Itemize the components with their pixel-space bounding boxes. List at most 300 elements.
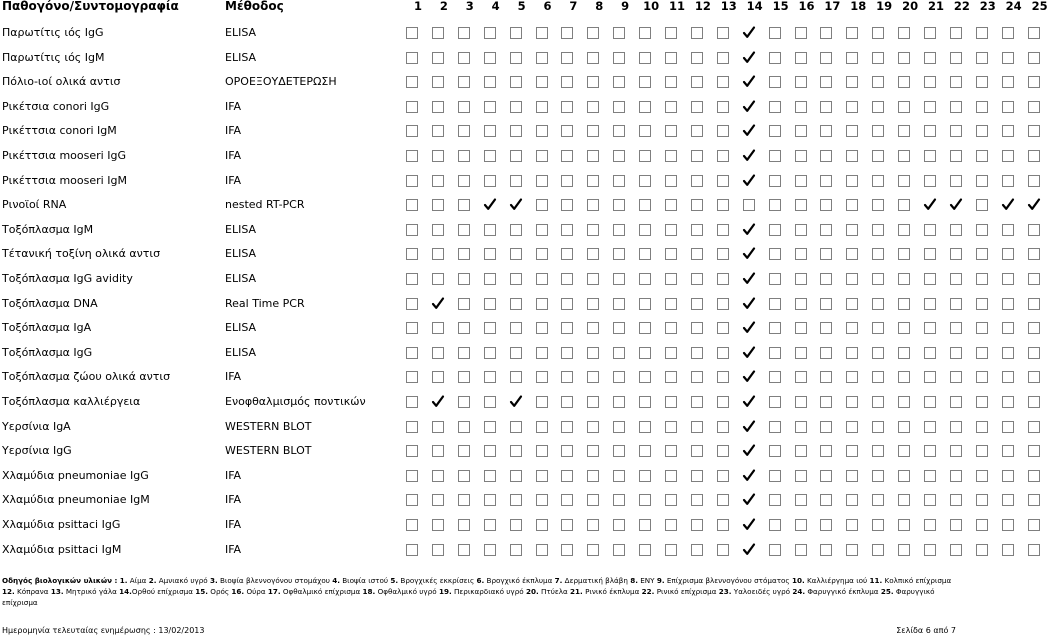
checkbox-5[interactable] [510, 322, 522, 334]
checkbox-8[interactable] [587, 273, 599, 285]
checkbox-19[interactable] [872, 150, 884, 162]
checkbox-7[interactable] [561, 519, 573, 531]
checkbox-2[interactable] [432, 371, 444, 383]
checkbox-6[interactable] [536, 396, 548, 408]
checkbox-4[interactable] [484, 27, 496, 39]
checkbox-9[interactable] [613, 519, 625, 531]
checkbox-8[interactable] [587, 421, 599, 433]
checkbox-16[interactable] [795, 347, 807, 359]
checkbox-2[interactable] [432, 76, 444, 88]
checkbox-20[interactable] [898, 322, 910, 334]
checkbox-19[interactable] [872, 371, 884, 383]
checkbox-23[interactable] [976, 298, 988, 310]
checkbox-16[interactable] [795, 470, 807, 482]
checkbox-10[interactable] [639, 322, 651, 334]
checkbox-6[interactable] [536, 371, 548, 383]
checked-checkbox-22[interactable] [950, 199, 962, 211]
checkbox-11[interactable] [665, 544, 677, 556]
checkbox-15[interactable] [769, 27, 781, 39]
checkbox-24[interactable] [1002, 519, 1014, 531]
checkbox-15[interactable] [769, 248, 781, 260]
checkbox-19[interactable] [872, 27, 884, 39]
checkbox-8[interactable] [587, 150, 599, 162]
checkbox-16[interactable] [795, 101, 807, 113]
checkbox-18[interactable] [846, 273, 858, 285]
checkbox-9[interactable] [613, 347, 625, 359]
checkbox-8[interactable] [587, 199, 599, 211]
checkbox-5[interactable] [510, 248, 522, 260]
checkbox-23[interactable] [976, 150, 988, 162]
checkbox-23[interactable] [976, 347, 988, 359]
checkbox-21[interactable] [924, 52, 936, 64]
checkbox-24[interactable] [1002, 175, 1014, 187]
checkbox-7[interactable] [561, 224, 573, 236]
checkbox-10[interactable] [639, 470, 651, 482]
checkbox-23[interactable] [976, 371, 988, 383]
checkbox-21[interactable] [924, 76, 936, 88]
checkbox-19[interactable] [872, 347, 884, 359]
checkbox-6[interactable] [536, 199, 548, 211]
checkbox-20[interactable] [898, 544, 910, 556]
checkbox-25[interactable] [1028, 421, 1040, 433]
checkbox-20[interactable] [898, 494, 910, 506]
checkbox-11[interactable] [665, 52, 677, 64]
checkbox-4[interactable] [484, 396, 496, 408]
checkbox-21[interactable] [924, 150, 936, 162]
checkbox-3[interactable] [458, 421, 470, 433]
checkbox-8[interactable] [587, 175, 599, 187]
checkbox-2[interactable] [432, 224, 444, 236]
checkbox-22[interactable] [950, 298, 962, 310]
checkbox-4[interactable] [484, 101, 496, 113]
checkbox-18[interactable] [846, 396, 858, 408]
checkbox-1[interactable] [406, 470, 418, 482]
checkbox-25[interactable] [1028, 273, 1040, 285]
checkbox-20[interactable] [898, 125, 910, 137]
checkbox-19[interactable] [872, 199, 884, 211]
checkbox-11[interactable] [665, 273, 677, 285]
checkbox-10[interactable] [639, 298, 651, 310]
checkbox-16[interactable] [795, 519, 807, 531]
checkbox-18[interactable] [846, 322, 858, 334]
checkbox-8[interactable] [587, 494, 599, 506]
checked-checkbox-14[interactable] [743, 298, 755, 310]
checked-checkbox-2[interactable] [432, 396, 444, 408]
checkbox-22[interactable] [950, 248, 962, 260]
checkbox-13[interactable] [717, 101, 729, 113]
checkbox-22[interactable] [950, 371, 962, 383]
checkbox-25[interactable] [1028, 248, 1040, 260]
checkbox-17[interactable] [820, 494, 832, 506]
checkbox-7[interactable] [561, 125, 573, 137]
checkbox-9[interactable] [613, 273, 625, 285]
checkbox-22[interactable] [950, 175, 962, 187]
checkbox-16[interactable] [795, 27, 807, 39]
checkbox-13[interactable] [717, 371, 729, 383]
checked-checkbox-14[interactable] [743, 445, 755, 457]
checkbox-25[interactable] [1028, 445, 1040, 457]
checked-checkbox-14[interactable] [743, 544, 755, 556]
checked-checkbox-14[interactable] [743, 76, 755, 88]
checkbox-24[interactable] [1002, 421, 1014, 433]
checkbox-17[interactable] [820, 101, 832, 113]
checkbox-12[interactable] [691, 519, 703, 531]
checkbox-19[interactable] [872, 248, 884, 260]
checkbox-16[interactable] [795, 248, 807, 260]
checkbox-9[interactable] [613, 101, 625, 113]
checkbox-1[interactable] [406, 175, 418, 187]
checkbox-13[interactable] [717, 544, 729, 556]
checkbox-18[interactable] [846, 544, 858, 556]
checkbox-19[interactable] [872, 396, 884, 408]
checked-checkbox-25[interactable] [1028, 199, 1040, 211]
checkbox-5[interactable] [510, 445, 522, 457]
checkbox-2[interactable] [432, 175, 444, 187]
checkbox-4[interactable] [484, 347, 496, 359]
checkbox-1[interactable] [406, 519, 418, 531]
checkbox-18[interactable] [846, 421, 858, 433]
checkbox-11[interactable] [665, 27, 677, 39]
checkbox-25[interactable] [1028, 150, 1040, 162]
checkbox-23[interactable] [976, 544, 988, 556]
checkbox-7[interactable] [561, 175, 573, 187]
checkbox-5[interactable] [510, 273, 522, 285]
checkbox-5[interactable] [510, 52, 522, 64]
checkbox-7[interactable] [561, 347, 573, 359]
checkbox-11[interactable] [665, 76, 677, 88]
checkbox-17[interactable] [820, 544, 832, 556]
checkbox-19[interactable] [872, 224, 884, 236]
checkbox-22[interactable] [950, 224, 962, 236]
checkbox-13[interactable] [717, 125, 729, 137]
checkbox-10[interactable] [639, 199, 651, 211]
checkbox-13[interactable] [717, 322, 729, 334]
checkbox-5[interactable] [510, 470, 522, 482]
checkbox-21[interactable] [924, 175, 936, 187]
checkbox-3[interactable] [458, 298, 470, 310]
checkbox-2[interactable] [432, 101, 444, 113]
checkbox-8[interactable] [587, 470, 599, 482]
checkbox-5[interactable] [510, 298, 522, 310]
checked-checkbox-14[interactable] [743, 347, 755, 359]
checkbox-17[interactable] [820, 248, 832, 260]
checkbox-13[interactable] [717, 347, 729, 359]
checkbox-7[interactable] [561, 273, 573, 285]
checkbox-15[interactable] [769, 199, 781, 211]
checkbox-18[interactable] [846, 347, 858, 359]
checkbox-13[interactable] [717, 519, 729, 531]
checkbox-21[interactable] [924, 101, 936, 113]
checkbox-19[interactable] [872, 322, 884, 334]
checkbox-21[interactable] [924, 298, 936, 310]
checkbox-3[interactable] [458, 470, 470, 482]
checkbox-13[interactable] [717, 273, 729, 285]
checkbox-6[interactable] [536, 76, 548, 88]
checkbox-18[interactable] [846, 199, 858, 211]
checkbox-24[interactable] [1002, 347, 1014, 359]
checkbox-24[interactable] [1002, 371, 1014, 383]
checkbox-6[interactable] [536, 150, 548, 162]
checkbox-23[interactable] [976, 199, 988, 211]
checkbox-8[interactable] [587, 76, 599, 88]
checkbox-22[interactable] [950, 445, 962, 457]
checkbox-23[interactable] [976, 421, 988, 433]
checkbox-25[interactable] [1028, 519, 1040, 531]
checkbox-16[interactable] [795, 150, 807, 162]
checkbox-10[interactable] [639, 76, 651, 88]
checkbox-3[interactable] [458, 199, 470, 211]
checkbox-24[interactable] [1002, 224, 1014, 236]
checkbox-24[interactable] [1002, 248, 1014, 260]
checkbox-15[interactable] [769, 52, 781, 64]
checkbox-12[interactable] [691, 224, 703, 236]
checkbox-19[interactable] [872, 470, 884, 482]
checkbox-19[interactable] [872, 175, 884, 187]
checkbox-21[interactable] [924, 494, 936, 506]
checkbox-10[interactable] [639, 101, 651, 113]
checked-checkbox-5[interactable] [510, 199, 522, 211]
checkbox-19[interactable] [872, 494, 884, 506]
checkbox-17[interactable] [820, 273, 832, 285]
checkbox-20[interactable] [898, 371, 910, 383]
checked-checkbox-14[interactable] [743, 519, 755, 531]
checkbox-12[interactable] [691, 150, 703, 162]
checkbox-23[interactable] [976, 519, 988, 531]
checkbox-3[interactable] [458, 445, 470, 457]
checkbox-5[interactable] [510, 76, 522, 88]
checkbox-10[interactable] [639, 125, 651, 137]
checkbox-8[interactable] [587, 347, 599, 359]
checkbox-9[interactable] [613, 52, 625, 64]
checkbox-22[interactable] [950, 421, 962, 433]
checked-checkbox-24[interactable] [1002, 199, 1014, 211]
checkbox-7[interactable] [561, 76, 573, 88]
checkbox-7[interactable] [561, 101, 573, 113]
checkbox-3[interactable] [458, 322, 470, 334]
checkbox-21[interactable] [924, 470, 936, 482]
checkbox-9[interactable] [613, 76, 625, 88]
checkbox-1[interactable] [406, 76, 418, 88]
checkbox-12[interactable] [691, 421, 703, 433]
checkbox-8[interactable] [587, 248, 599, 260]
checkbox-21[interactable] [924, 224, 936, 236]
checkbox-16[interactable] [795, 125, 807, 137]
checkbox-17[interactable] [820, 150, 832, 162]
checkbox-7[interactable] [561, 27, 573, 39]
checkbox-12[interactable] [691, 494, 703, 506]
checkbox-11[interactable] [665, 322, 677, 334]
checkbox-11[interactable] [665, 396, 677, 408]
checkbox-6[interactable] [536, 445, 548, 457]
checkbox-2[interactable] [432, 519, 444, 531]
checkbox-24[interactable] [1002, 494, 1014, 506]
checkbox-23[interactable] [976, 125, 988, 137]
checkbox-16[interactable] [795, 445, 807, 457]
checkbox-17[interactable] [820, 322, 832, 334]
checkbox-19[interactable] [872, 298, 884, 310]
checked-checkbox-14[interactable] [743, 248, 755, 260]
checkbox-5[interactable] [510, 544, 522, 556]
checkbox-14[interactable] [743, 199, 755, 211]
checkbox-2[interactable] [432, 445, 444, 457]
checkbox-5[interactable] [510, 175, 522, 187]
checkbox-13[interactable] [717, 52, 729, 64]
checkbox-1[interactable] [406, 248, 418, 260]
checkbox-22[interactable] [950, 76, 962, 88]
checkbox-1[interactable] [406, 224, 418, 236]
checked-checkbox-2[interactable] [432, 298, 444, 310]
checkbox-3[interactable] [458, 494, 470, 506]
checked-checkbox-14[interactable] [743, 371, 755, 383]
checkbox-4[interactable] [484, 248, 496, 260]
checked-checkbox-14[interactable] [743, 52, 755, 64]
checkbox-18[interactable] [846, 101, 858, 113]
checkbox-23[interactable] [976, 470, 988, 482]
checkbox-10[interactable] [639, 150, 651, 162]
checkbox-23[interactable] [976, 322, 988, 334]
checkbox-16[interactable] [795, 421, 807, 433]
checkbox-3[interactable] [458, 248, 470, 260]
checkbox-10[interactable] [639, 52, 651, 64]
checkbox-23[interactable] [976, 273, 988, 285]
checkbox-3[interactable] [458, 125, 470, 137]
checkbox-9[interactable] [613, 175, 625, 187]
checked-checkbox-14[interactable] [743, 396, 755, 408]
checked-checkbox-21[interactable] [924, 199, 936, 211]
checkbox-1[interactable] [406, 421, 418, 433]
checkbox-9[interactable] [613, 544, 625, 556]
checkbox-19[interactable] [872, 421, 884, 433]
checkbox-20[interactable] [898, 52, 910, 64]
checkbox-2[interactable] [432, 421, 444, 433]
checkbox-12[interactable] [691, 544, 703, 556]
checkbox-25[interactable] [1028, 347, 1040, 359]
checkbox-5[interactable] [510, 27, 522, 39]
checkbox-24[interactable] [1002, 150, 1014, 162]
checkbox-13[interactable] [717, 470, 729, 482]
checkbox-1[interactable] [406, 298, 418, 310]
checkbox-10[interactable] [639, 396, 651, 408]
checkbox-10[interactable] [639, 421, 651, 433]
checkbox-5[interactable] [510, 125, 522, 137]
checkbox-3[interactable] [458, 76, 470, 88]
checkbox-22[interactable] [950, 519, 962, 531]
checkbox-1[interactable] [406, 371, 418, 383]
checkbox-25[interactable] [1028, 125, 1040, 137]
checkbox-8[interactable] [587, 371, 599, 383]
checkbox-6[interactable] [536, 298, 548, 310]
checkbox-9[interactable] [613, 494, 625, 506]
checkbox-6[interactable] [536, 421, 548, 433]
checkbox-22[interactable] [950, 52, 962, 64]
checkbox-11[interactable] [665, 125, 677, 137]
checkbox-23[interactable] [976, 175, 988, 187]
checkbox-7[interactable] [561, 199, 573, 211]
checkbox-7[interactable] [561, 322, 573, 334]
checkbox-18[interactable] [846, 150, 858, 162]
checkbox-9[interactable] [613, 224, 625, 236]
checkbox-7[interactable] [561, 470, 573, 482]
checkbox-24[interactable] [1002, 396, 1014, 408]
checkbox-17[interactable] [820, 52, 832, 64]
checkbox-25[interactable] [1028, 76, 1040, 88]
checkbox-24[interactable] [1002, 273, 1014, 285]
checkbox-11[interactable] [665, 175, 677, 187]
checkbox-5[interactable] [510, 519, 522, 531]
checkbox-3[interactable] [458, 175, 470, 187]
checkbox-20[interactable] [898, 224, 910, 236]
checkbox-18[interactable] [846, 494, 858, 506]
checkbox-9[interactable] [613, 445, 625, 457]
checkbox-15[interactable] [769, 445, 781, 457]
checkbox-25[interactable] [1028, 224, 1040, 236]
checkbox-8[interactable] [587, 101, 599, 113]
checkbox-5[interactable] [510, 371, 522, 383]
checkbox-6[interactable] [536, 175, 548, 187]
checkbox-12[interactable] [691, 27, 703, 39]
checkbox-3[interactable] [458, 371, 470, 383]
checkbox-23[interactable] [976, 396, 988, 408]
checkbox-10[interactable] [639, 371, 651, 383]
checkbox-18[interactable] [846, 224, 858, 236]
checkbox-20[interactable] [898, 396, 910, 408]
checkbox-15[interactable] [769, 175, 781, 187]
checkbox-8[interactable] [587, 27, 599, 39]
checkbox-9[interactable] [613, 125, 625, 137]
checkbox-3[interactable] [458, 544, 470, 556]
checkbox-17[interactable] [820, 347, 832, 359]
checkbox-13[interactable] [717, 421, 729, 433]
checkbox-2[interactable] [432, 150, 444, 162]
checkbox-15[interactable] [769, 76, 781, 88]
checkbox-1[interactable] [406, 101, 418, 113]
checkbox-15[interactable] [769, 396, 781, 408]
checkbox-22[interactable] [950, 494, 962, 506]
checkbox-16[interactable] [795, 298, 807, 310]
checkbox-18[interactable] [846, 298, 858, 310]
checkbox-7[interactable] [561, 494, 573, 506]
checkbox-2[interactable] [432, 494, 444, 506]
checkbox-18[interactable] [846, 470, 858, 482]
checkbox-12[interactable] [691, 470, 703, 482]
checkbox-4[interactable] [484, 76, 496, 88]
checkbox-3[interactable] [458, 347, 470, 359]
checkbox-4[interactable] [484, 470, 496, 482]
checkbox-20[interactable] [898, 445, 910, 457]
checked-checkbox-14[interactable] [743, 421, 755, 433]
checked-checkbox-14[interactable] [743, 224, 755, 236]
checkbox-4[interactable] [484, 322, 496, 334]
checkbox-6[interactable] [536, 27, 548, 39]
checkbox-6[interactable] [536, 544, 548, 556]
checkbox-21[interactable] [924, 371, 936, 383]
checkbox-12[interactable] [691, 175, 703, 187]
checkbox-25[interactable] [1028, 396, 1040, 408]
checkbox-7[interactable] [561, 52, 573, 64]
checkbox-2[interactable] [432, 27, 444, 39]
checkbox-5[interactable] [510, 101, 522, 113]
checkbox-5[interactable] [510, 347, 522, 359]
checkbox-20[interactable] [898, 248, 910, 260]
checkbox-11[interactable] [665, 298, 677, 310]
checkbox-15[interactable] [769, 150, 781, 162]
checkbox-19[interactable] [872, 273, 884, 285]
checkbox-13[interactable] [717, 445, 729, 457]
checkbox-6[interactable] [536, 52, 548, 64]
checkbox-9[interactable] [613, 371, 625, 383]
checkbox-11[interactable] [665, 347, 677, 359]
checkbox-4[interactable] [484, 445, 496, 457]
